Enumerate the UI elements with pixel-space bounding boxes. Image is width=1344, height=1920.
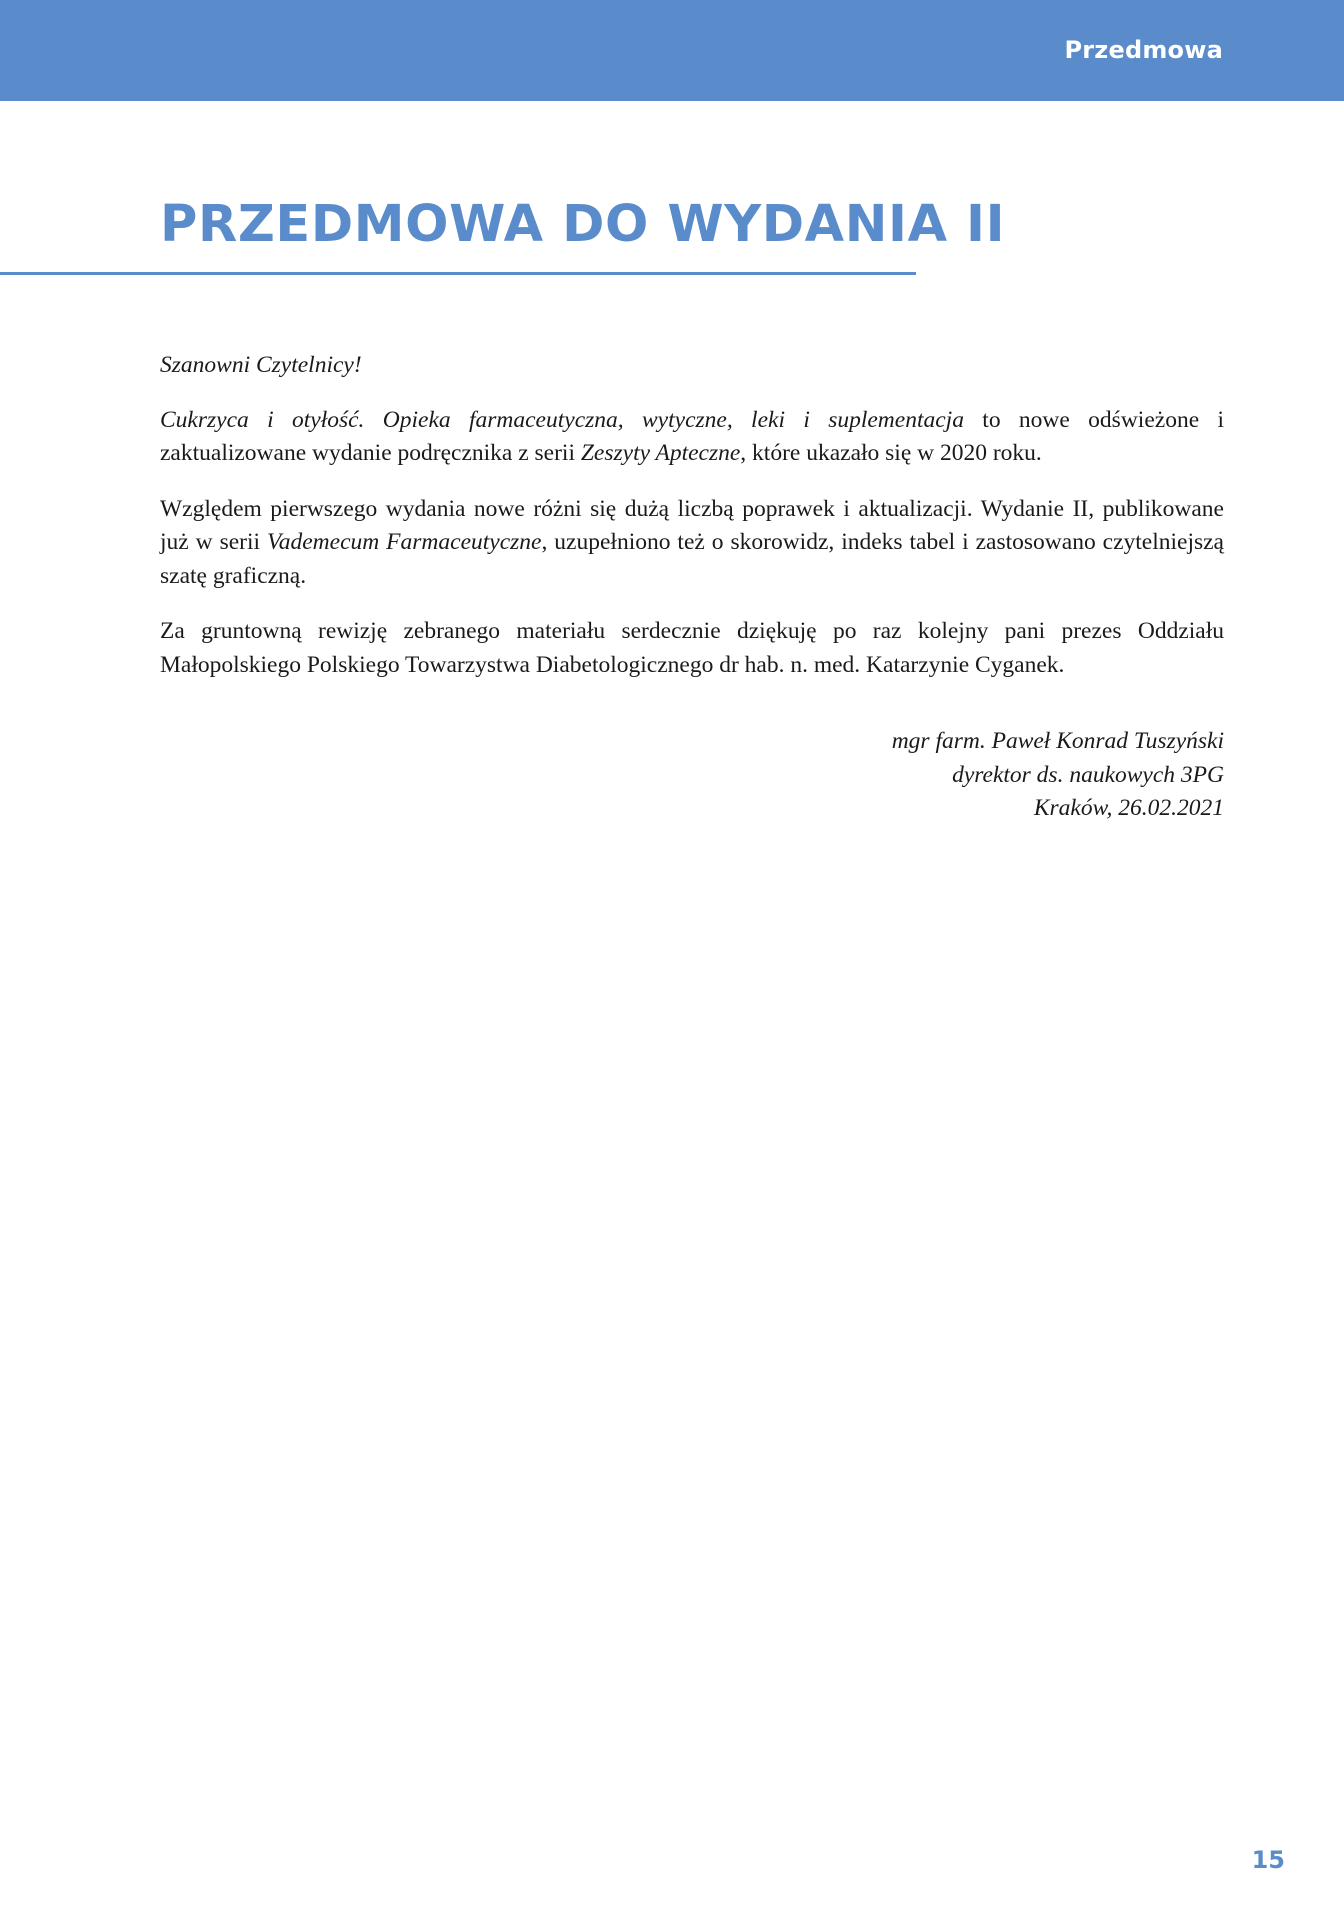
book-title-italic: Cukrzyca i otyłość. Opieka farmaceutyczna, wytyczne, leki i suplementacja	[160, 406, 964, 433]
salutation	[160, 349, 1224, 383]
paragraph-1-text-a: to nowe odświeżone i zaktualizowane wydanie podręcznika z serii	[160, 406, 1225, 466]
paragraph-2-text-a: Względem pierwszego wydania nowe różni się dużą liczbą poprawek i aktualizacji. Wydanie II, publikowane już w serii	[160, 495, 1224, 555]
paragraph-1	[160, 404, 1224, 471]
paragraph-2-text-b: , uzupełniono też o skorowidz, indeks tabel i zastosowano czytelniejszą szatę graficzną.	[160, 529, 1224, 589]
signature-place-date: Kraków, 26.02.2021	[1033, 795, 1224, 821]
preface-body	[160, 349, 1224, 826]
paragraph-2	[160, 493, 1224, 594]
page-title: PRZEDMOWA DO WYDANIA II	[160, 195, 1006, 254]
header-bar	[0, 0, 1344, 101]
running-header-section: Przedmowa	[1064, 36, 1223, 64]
paragraph-3: Za gruntowną rewizję zebranego materiału serdecznie dziękuję po raz kolejny pani prezes Oddziału Małopolskiego Polskiego Towarzystwa Diabetologicznego dr hab. n. med. Katarzynie Cyganek.	[160, 618, 1224, 678]
paragraph-1-text-b: , które ukazało się w 2020 roku.	[740, 440, 1042, 466]
signature-role: dyrektor ds. naukowych 3PG	[952, 761, 1224, 788]
series-name-italic: Zeszyty Apteczne	[580, 440, 741, 466]
page-number: 15	[1251, 1846, 1285, 1874]
series-name-italic: Vademecum Farmaceutyczne	[267, 529, 542, 555]
title-underline-divider	[0, 272, 916, 275]
signature-name: mgr farm. Paweł Konrad Tuszyński	[891, 728, 1224, 754]
salutation-text: Szanowni Czytelnicy!	[160, 352, 362, 378]
signature-block	[160, 725, 1224, 826]
